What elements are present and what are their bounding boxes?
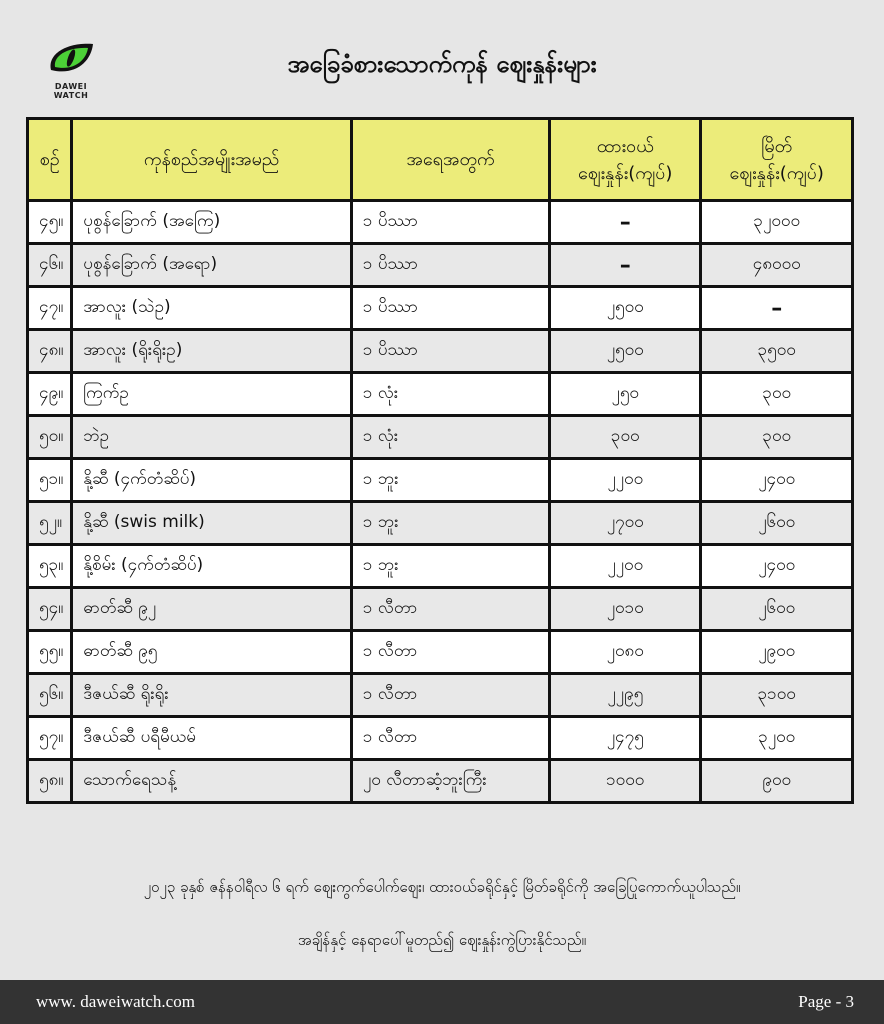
cell-dawei-price: ၂၅၀၀ xyxy=(550,287,701,330)
table-row xyxy=(28,760,853,803)
cell-no: ၄၈။ xyxy=(28,330,72,373)
cell-dawei-price: ၂၇၀၀ xyxy=(550,502,701,545)
cell-dawei-price: ၂၂၀၀ xyxy=(550,459,701,502)
cell-name: ဒီဇယ်ဆီ ရိုးရိုး xyxy=(72,674,352,717)
cell-name: နို့ဆီ (swis milk) xyxy=(72,502,352,545)
header-name: ကုန်စည်အမျိုးအမည် xyxy=(72,119,352,201)
cell-unit: ၁ လုံး xyxy=(351,373,549,416)
cell-name: နို့ဆီ (၄က်တံဆိပ်) xyxy=(72,459,352,502)
cell-myeik-price: ၂၆၀၀ xyxy=(701,502,853,545)
cell-dawei-price: ၂၀၈၀ xyxy=(550,631,701,674)
note-line-1: ၂၀၂၃ ခုနှစ် ဇန်နဝါရီလ ၆ ရက် ဈေးကွက်ပေါက်ဈေး၊ ထားဝယ်ခရိုင်နှင့် မြိတ်ခရိုင်ကို အခြေပြုကောက်ယူပါသည်။ xyxy=(143,878,741,896)
table-row xyxy=(28,459,853,502)
footer-url: www. daweiwatch.com xyxy=(36,992,195,1011)
cell-unit: ၁ ဘူး xyxy=(351,502,549,545)
cell-no: ၅၁။ xyxy=(28,459,72,502)
note-line-2: အချိန်နှင့် နေရာပေါ်မူတည်၍ ဈေးနှုန်းကွဲပြားနိုင်သည်။ xyxy=(297,931,587,949)
cell-name: အာလူး (သဲဥ) xyxy=(72,287,352,330)
table-row xyxy=(28,502,853,545)
table-row xyxy=(28,545,853,588)
header-unit: အရေအတွက် xyxy=(351,119,549,201)
cell-dawei-price: – xyxy=(550,201,701,244)
table-row xyxy=(28,588,853,631)
cell-dawei-price: – xyxy=(550,244,701,287)
cell-unit: ၁ ပိဿာ xyxy=(351,244,549,287)
cell-name: ဓာတ်ဆီ ၉၅ xyxy=(72,631,352,674)
cell-no: ၄၆။ xyxy=(28,244,72,287)
table-row xyxy=(28,416,853,459)
cell-myeik-price: ၂၄၀၀ xyxy=(701,459,853,502)
cell-name: ဘဲဥ xyxy=(72,416,352,459)
cell-name: ကြက်ဥ xyxy=(72,373,352,416)
cell-myeik-price: ၃၁၀၀ xyxy=(701,674,853,717)
cell-dawei-price: ၃၀၀ xyxy=(550,416,701,459)
cell-no: ၅၀။ xyxy=(28,416,72,459)
cell-name: ပုစွန်ခြောက် (အရော) xyxy=(72,244,352,287)
cell-dawei-price: ၂၄၇၅ xyxy=(550,717,701,760)
cell-no: ၅၅။ xyxy=(28,631,72,674)
header-dawei-line2: ဈေးနှုန်း(ကျပ်) xyxy=(578,162,673,184)
cell-unit: ၁ လီတာ xyxy=(351,717,549,760)
cell-name: ဓာတ်ဆီ ၉၂ xyxy=(72,588,352,631)
table-row xyxy=(28,287,853,330)
cell-myeik-price: ၂၄၀၀ xyxy=(701,545,853,588)
table-row xyxy=(28,201,853,244)
table-row xyxy=(28,717,853,760)
table-row xyxy=(28,244,853,287)
cell-unit: ၁ လုံး xyxy=(351,416,549,459)
cell-unit: ၁ လီတာ xyxy=(351,674,549,717)
page-number: Page - 3 xyxy=(798,992,854,1011)
cell-myeik-price: ၉၀၀ xyxy=(701,760,853,803)
cell-no: ၅၃။ xyxy=(28,545,72,588)
cell-name: ပုစွန်ခြောက် (အကြေ) xyxy=(72,201,352,244)
cell-unit: ၁ ပိဿာ xyxy=(351,287,549,330)
cell-myeik-price: ၂၆၀၀ xyxy=(701,588,853,631)
cell-myeik-price: ၃၅၀၀ xyxy=(701,330,853,373)
header-myeik-line1: မြိတ် xyxy=(761,135,793,157)
header-no: စဉ် xyxy=(28,119,72,201)
cell-no: ၄၇။ xyxy=(28,287,72,330)
cell-dawei-price: ၂၅၀၀ xyxy=(550,330,701,373)
cell-name: သောက်ရေသန့် xyxy=(72,760,352,803)
cell-dawei-price: ၂၂၀၀ xyxy=(550,545,701,588)
cell-myeik-price: ၃၂၀၀ xyxy=(701,717,853,760)
cell-dawei-price: ၁၀၀၀ xyxy=(550,760,701,803)
cell-no: ၅၇။ xyxy=(28,717,72,760)
cell-unit: ၁ လီတာ xyxy=(351,588,549,631)
cell-unit: ၁ ပိဿာ xyxy=(351,330,549,373)
cell-dawei-price: ၂၅၀ xyxy=(550,373,701,416)
cell-myeik-price: ၃၀၀ xyxy=(701,373,853,416)
table-row xyxy=(28,330,853,373)
table-header-row xyxy=(28,119,853,201)
header-myeik-price xyxy=(701,119,853,201)
header-myeik-line2: ဈေးနှုန်း(ကျပ်) xyxy=(729,162,824,184)
cell-no: ၅၂။ xyxy=(28,502,72,545)
cell-unit: ၁ လီတာ xyxy=(351,631,549,674)
cell-unit: ၁ ပိဿာ xyxy=(351,201,549,244)
cell-unit: ၂၀ လီတာဆံ့ဘူးကြီး xyxy=(351,760,549,803)
cell-name: ဒီဇယ်ဆီ ပရီမီယမ် xyxy=(72,717,352,760)
cell-name: အာလူး (ရိုးရိုးဥ) xyxy=(72,330,352,373)
cell-no: ၄၉။ xyxy=(28,373,72,416)
table-row xyxy=(28,674,853,717)
table-row xyxy=(28,373,853,416)
logo-text: DAWEI WATCH xyxy=(53,82,89,100)
cell-no: ၅၈။ xyxy=(28,760,72,803)
table-row xyxy=(28,631,853,674)
cell-name: နို့စိမ်း (၄က်တံဆိပ်) xyxy=(72,545,352,588)
header-dawei-price xyxy=(550,119,701,201)
footer-bar xyxy=(0,980,884,1024)
cell-dawei-price: ၂၂၉၅ xyxy=(550,674,701,717)
price-table xyxy=(26,117,854,804)
cell-myeik-price: – xyxy=(701,287,853,330)
cell-no: ၄၅။ xyxy=(28,201,72,244)
cell-no: ၅၆။ xyxy=(28,674,72,717)
cell-unit: ၁ ဘူး xyxy=(351,459,549,502)
header-dawei-line1: ထားဝယ် xyxy=(596,135,654,157)
cell-no: ၅၄။ xyxy=(28,588,72,631)
page-title: အခြေခံစားသောက်ကုန် ဈေးနှုန်းများ xyxy=(287,50,597,78)
cell-myeik-price: ၄၈၀၀၀ xyxy=(701,244,853,287)
cell-dawei-price: ၂၀၁၀ xyxy=(550,588,701,631)
cell-myeik-price: ၃၂၀၀၀ xyxy=(701,201,853,244)
cell-unit: ၁ ဘူး xyxy=(351,545,549,588)
cell-myeik-price: ၃၀၀ xyxy=(701,416,853,459)
cell-myeik-price: ၂၉၀၀ xyxy=(701,631,853,674)
